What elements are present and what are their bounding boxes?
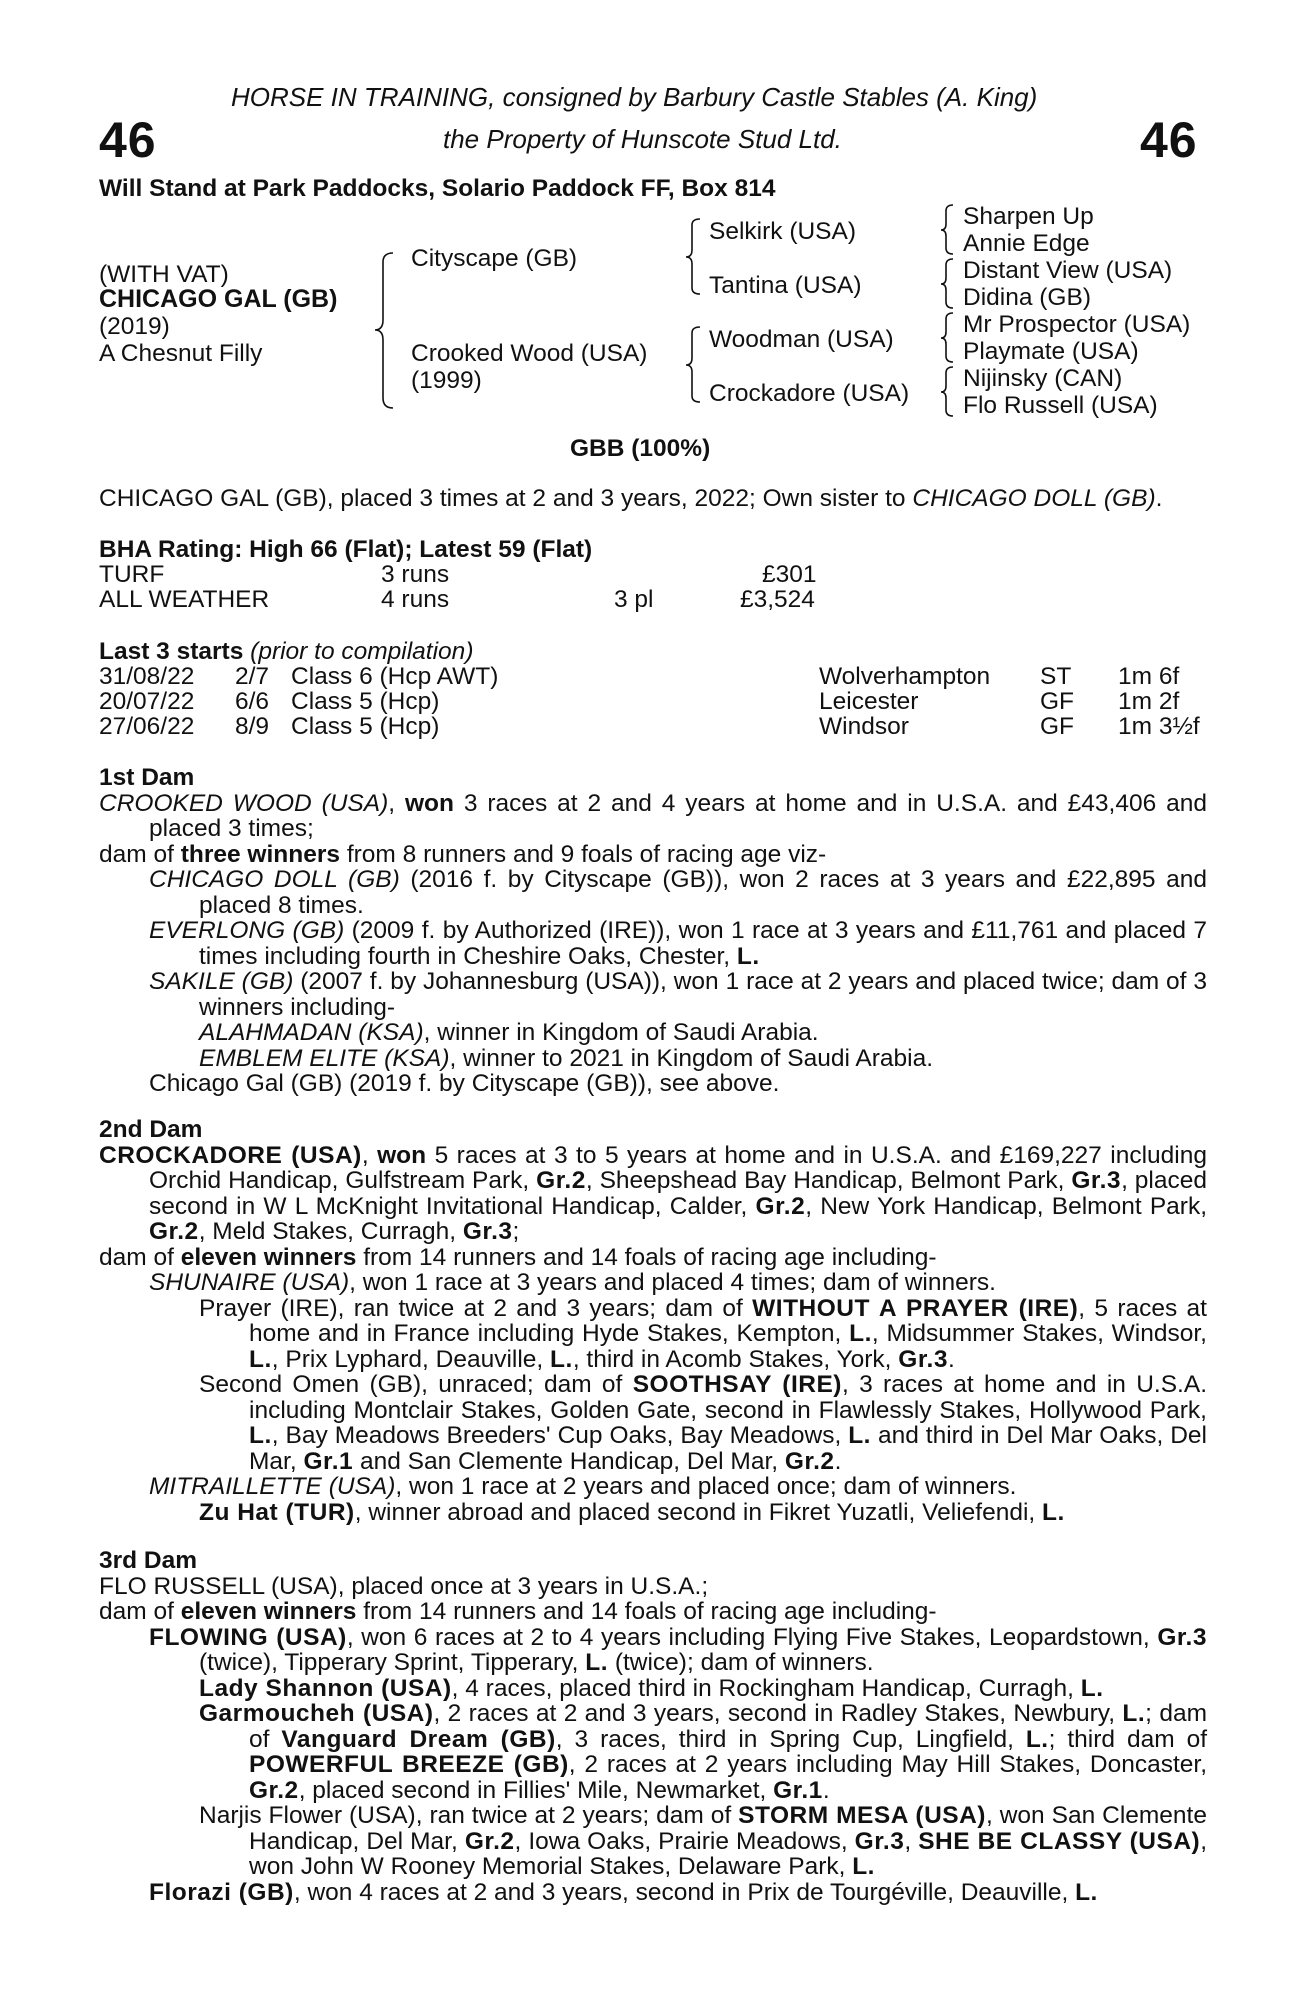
rating-aw-placed: 3 pl bbox=[614, 586, 654, 613]
text: , 5 races at home and in France including Hyde Stakes, Kempton, bbox=[249, 1294, 1207, 1347]
text: , 4 races, placed third in Rockingham Handicap, Curragh, bbox=[451, 1674, 1081, 1702]
horse-description: A Chesnut Filly bbox=[99, 340, 263, 367]
text: dam of bbox=[99, 1598, 181, 1625]
text: , Iowa Oaks, Prairie Meadows, bbox=[514, 1827, 855, 1855]
listed-mark: L. bbox=[550, 1345, 573, 1373]
group-mark: Gr.3 bbox=[854, 1827, 905, 1855]
produce-flowing bbox=[99, 1625, 1207, 1676]
produce-shunaire bbox=[99, 1270, 1207, 1296]
produce-everlong bbox=[99, 918, 1207, 969]
start-row-1-pos: 2/7 bbox=[235, 663, 270, 690]
rating-aw-surface: ALL WEATHER bbox=[99, 586, 270, 613]
brace-sire-dam bbox=[375, 253, 393, 408]
dam-sire: Woodman (USA) bbox=[709, 326, 894, 353]
produce-name: Zu Hat (TUR) bbox=[199, 1498, 355, 1526]
group-mark: Gr.3 bbox=[898, 1345, 948, 1373]
sire: Cityscape (GB) bbox=[411, 245, 578, 272]
third-dam-section bbox=[99, 1548, 1207, 1905]
text: , 3 races at home and in U.S.A. including Montclair Stakes, Golden Gate, second in Flawlessly Stakes, Hollywood Park, bbox=[249, 1371, 1207, 1424]
text: , won San Clemente Handicap, Del Mar, bbox=[249, 1802, 1207, 1855]
text: , won 6 races at 2 to 4 years including Flying Five Stakes, Leopardstown, bbox=[346, 1623, 1158, 1651]
text: Prayer (IRE), ran twice at 2 and 3 years; dam of bbox=[199, 1294, 753, 1322]
text: (twice), Tipperary Sprint, Tipperary, bbox=[199, 1649, 586, 1676]
produce-name: SHUNAIRE (USA) bbox=[149, 1269, 350, 1296]
winners-count: eleven winners bbox=[180, 1243, 357, 1271]
summary-text: CHICAGO GAL (GB), placed 3 times at 2 and 3 years, 2022; Own sister to bbox=[99, 485, 913, 512]
text: , won 4 races at 2 and 3 years, second in Prix de Tourgéville, Deauville, bbox=[293, 1878, 1076, 1906]
won-word: won bbox=[404, 789, 454, 817]
first-dam-record bbox=[99, 791, 1207, 842]
text: , 3 races, third in Spring Cup, Lingfield, bbox=[555, 1725, 1026, 1753]
summary-sister: CHICAGO DOLL (GB) bbox=[912, 485, 1156, 512]
listed-mark: L. bbox=[1042, 1498, 1065, 1526]
stakes-winner: STORM MESA (USA) bbox=[738, 1802, 986, 1829]
ped-sds: Distant View (USA) bbox=[963, 257, 1173, 284]
stakes-winner: WITHOUT A PRAYER (IRE) bbox=[752, 1294, 1079, 1322]
second-dam-produce-intro bbox=[99, 1245, 1207, 1271]
brace-sire bbox=[686, 219, 700, 294]
listed-mark: L. bbox=[736, 942, 760, 970]
text: , placed second in W L McKnight Invitational Handicap, Calder, bbox=[149, 1167, 1207, 1220]
grandproduce-garmoucheh bbox=[99, 1701, 1207, 1803]
produce-record: (2007 f. by Johannesburg (USA)), won 1 race at 2 years and placed twice; dam of 3 winners including- bbox=[199, 968, 1207, 1021]
won-word: won bbox=[377, 1141, 427, 1169]
first-dam-title: 1st Dam bbox=[99, 764, 195, 791]
sep: , bbox=[361, 1141, 378, 1169]
text: , Midsummer Stakes, Windsor, bbox=[871, 1320, 1207, 1347]
text: Second Omen (GB), unraced; dam of bbox=[199, 1371, 633, 1398]
brace-woodman bbox=[941, 313, 953, 362]
summary-end: . bbox=[1155, 485, 1163, 512]
summary-line bbox=[99, 486, 1162, 512]
dam-name: CROOKED WOOD (USA) bbox=[99, 789, 389, 817]
produce-record: , won 1 race at 2 years and placed once; dam of winners. bbox=[395, 1473, 1017, 1500]
second-dam-record bbox=[99, 1143, 1207, 1245]
start-row-3-date: 27/06/22 bbox=[99, 713, 195, 740]
listed-mark: L. bbox=[852, 1853, 875, 1880]
first-dam-produce-intro bbox=[99, 842, 1207, 868]
lot-number-left: 46 bbox=[99, 112, 157, 168]
text: . bbox=[834, 1447, 842, 1475]
text: from 14 runners and 14 foals of racing age including- bbox=[356, 1598, 937, 1625]
group-mark: Gr.3 bbox=[1157, 1623, 1207, 1651]
stakes-winner: SOOTHSAY (IRE) bbox=[632, 1371, 842, 1398]
text: , 2 races at 2 years including May Hill Stakes, Doncaster, bbox=[568, 1751, 1208, 1778]
ped-sss: Sharpen Up bbox=[963, 203, 1094, 230]
produce-chicago-doll bbox=[99, 867, 1207, 918]
breeding-tag: GBB (100%) bbox=[570, 435, 711, 462]
produce-name: MITRAILLETTE (USA) bbox=[149, 1473, 396, 1500]
produce-name: EMBLEM ELITE (KSA) bbox=[199, 1044, 450, 1072]
text: ; bbox=[512, 1218, 520, 1245]
start-row-1-race: Class 6 (Hcp AWT) bbox=[291, 663, 499, 690]
group-mark: Gr.2 bbox=[755, 1192, 806, 1220]
produce-record: (2016 f. by Cityscape (GB)), won 2 races at 3 years and £22,895 and placed 8 times. bbox=[199, 866, 1208, 919]
starts-note: (prior to compilation) bbox=[250, 638, 474, 665]
horse-year: (2019) bbox=[99, 313, 170, 340]
ped-ssd: Annie Edge bbox=[963, 230, 1090, 257]
group-mark: Gr.2 bbox=[149, 1218, 199, 1245]
brace-tantina bbox=[941, 259, 953, 308]
brace-selkirk bbox=[941, 205, 953, 254]
start-row-1-date: 31/08/22 bbox=[99, 663, 195, 690]
text: , third in Acomb Stakes, York, bbox=[572, 1345, 899, 1373]
text: and third in Del Mar Oaks, Del Mar, bbox=[249, 1422, 1207, 1475]
rating-turf-surface: TURF bbox=[99, 561, 165, 588]
text: from 14 runners and 14 foals of racing age including- bbox=[356, 1243, 937, 1271]
horse-name: CHICAGO GAL (GB) bbox=[99, 285, 338, 313]
listed-mark: L. bbox=[848, 1422, 871, 1449]
listed-mark: L. bbox=[849, 1320, 872, 1347]
group-mark: Gr.2 bbox=[249, 1776, 299, 1804]
brace-dam bbox=[686, 327, 700, 402]
produce-name: Garmoucheh (USA) bbox=[199, 1700, 434, 1727]
dam: Crooked Wood (USA) bbox=[411, 340, 648, 367]
text: from 8 runners and 9 foals of racing age viz- bbox=[340, 840, 827, 868]
dam-name: CROCKADORE (USA) bbox=[99, 1141, 362, 1169]
produce-record: , winner abroad and placed second in Fikret Yuzatli, Veliefendi, bbox=[354, 1498, 1043, 1526]
grandproduce-prayer bbox=[99, 1296, 1207, 1373]
text: , Bay Meadows Breeders' Cup Oaks, Bay Meadows, bbox=[271, 1422, 849, 1449]
property-line: the Property of Hunscote Stud Ltd. bbox=[443, 124, 842, 154]
group-mark: Gr.1 bbox=[303, 1447, 354, 1475]
grandproduce-alahmadan bbox=[99, 1020, 1207, 1046]
lot-number-right: 46 bbox=[1140, 112, 1198, 168]
stakes-winner: SHE BE CLASSY (USA) bbox=[918, 1827, 1201, 1855]
group-mark: Gr.3 bbox=[1071, 1167, 1122, 1194]
text: , Sheepshead Bay Handicap, Belmont Park, bbox=[585, 1167, 1072, 1194]
text: . bbox=[947, 1345, 955, 1373]
third-dam-record: FLO RUSSELL (USA), placed once at 3 years in U.S.A.; bbox=[99, 1572, 709, 1600]
winners-count: three winners bbox=[180, 840, 341, 868]
listed-mark: L. bbox=[249, 1422, 272, 1449]
start-row-2-going: GF bbox=[1040, 688, 1075, 715]
produce-sakile bbox=[99, 969, 1207, 1020]
ped-dsd: Playmate (USA) bbox=[963, 338, 1139, 365]
group-mark: Gr.2 bbox=[536, 1167, 586, 1194]
listed-mark: L. bbox=[585, 1649, 609, 1676]
rating-title: BHA Rating: High 66 (Flat); Latest 59 (Flat) bbox=[99, 536, 593, 563]
group-mark: Gr.2 bbox=[464, 1827, 515, 1855]
start-row-3-going: GF bbox=[1040, 713, 1075, 740]
text: 5 races at 3 to 5 years at home and in U.S.A. and £169,227 including Orchid Handicap, Gulfstream Park, bbox=[149, 1141, 1207, 1194]
dam-dam: Crockadore (USA) bbox=[709, 380, 910, 407]
start-row-1-going: ST bbox=[1040, 663, 1072, 690]
text: dam of bbox=[99, 1243, 181, 1271]
listed-mark: L. bbox=[1122, 1700, 1146, 1727]
consignment-line: HORSE IN TRAINING, consigned by Barbury Castle Stables (A. King) bbox=[231, 82, 1038, 112]
listed-mark: L. bbox=[1075, 1878, 1098, 1906]
vat-note: (WITH VAT) bbox=[99, 261, 229, 288]
starts-title: Last 3 starts bbox=[99, 638, 244, 665]
ped-ddd: Flo Russell (USA) bbox=[963, 392, 1158, 419]
start-row-2-dist: 1m 2f bbox=[1118, 688, 1180, 715]
group-mark: Gr.1 bbox=[773, 1776, 823, 1804]
group-mark: Gr.3 bbox=[462, 1218, 513, 1245]
start-row-1-course: Wolverhampton bbox=[819, 663, 991, 690]
winners-count: eleven winners bbox=[180, 1598, 357, 1625]
produce-record: , winner to 2021 in Kingdom of Saudi Arabia. bbox=[449, 1044, 934, 1072]
text: , bbox=[904, 1827, 919, 1855]
third-dam-produce-intro bbox=[99, 1599, 1207, 1625]
listed-mark: L. bbox=[1025, 1725, 1049, 1753]
start-row-3-pos: 8/9 bbox=[235, 713, 270, 740]
produce-name: FLOWING (USA) bbox=[149, 1623, 347, 1651]
start-row-3-dist: 1m 3½f bbox=[1118, 713, 1200, 740]
listed-mark: L. bbox=[249, 1345, 272, 1373]
second-dam-title: 2nd Dam bbox=[99, 1116, 203, 1143]
second-dam-section bbox=[99, 1117, 1207, 1525]
produce-record: (2009 f. by Authorized (IRE)), won 1 race at 3 years and £11,761 and placed 7 times including fourth in Cheshire Oaks, Chester, bbox=[199, 917, 1207, 970]
stand-line: Will Stand at Park Paddocks, Solario Paddock FF, Box 814 bbox=[99, 175, 776, 202]
produce-record: , won 1 race at 3 years and placed 4 times; dam of winners. bbox=[349, 1269, 996, 1296]
ped-dds: Nijinsky (CAN) bbox=[963, 365, 1123, 392]
rating-turf-runs: 3 runs bbox=[381, 561, 450, 588]
text: , won John W Rooney Memorial Stakes, Delaware Park, bbox=[249, 1827, 1207, 1880]
produce-name: CHICAGO DOLL (GB) bbox=[149, 866, 400, 893]
produce-chicago-gal: Chicago Gal (GB) (2019 f. by Cityscape (GB)), see above. bbox=[149, 1070, 780, 1097]
grandproduce-emblem-elite bbox=[99, 1046, 1207, 1072]
rating-turf-prize: £301 bbox=[762, 561, 817, 588]
produce-name: Florazi (GB) bbox=[149, 1878, 294, 1906]
text: . bbox=[822, 1776, 830, 1804]
stakes-winner: POWERFUL BREEZE (GB) bbox=[249, 1751, 569, 1778]
text: (twice); dam of winners. bbox=[608, 1649, 874, 1676]
third-dam-title: 3rd Dam bbox=[99, 1547, 198, 1574]
group-mark: Gr.2 bbox=[784, 1447, 835, 1475]
text: , placed second in Fillies' Mile, Newmarket, bbox=[298, 1776, 774, 1804]
text: , New York Handicap, Belmont Park, bbox=[805, 1192, 1208, 1220]
text: ; third dam of bbox=[1048, 1725, 1207, 1753]
produce-mitraillette bbox=[99, 1474, 1207, 1500]
rating-aw-runs: 4 runs bbox=[381, 586, 450, 613]
produce-name: SAKILE (GB) bbox=[149, 968, 294, 995]
sep: , bbox=[388, 789, 405, 817]
stakes-winner: Vanguard Dream (GB) bbox=[281, 1725, 556, 1753]
first-dam-section bbox=[99, 765, 1207, 1097]
ped-dss: Mr Prospector (USA) bbox=[963, 311, 1191, 338]
produce-name: EVERLONG (GB) bbox=[149, 917, 345, 944]
produce-florazi bbox=[99, 1880, 1207, 1906]
text: ; dam of bbox=[249, 1700, 1207, 1753]
produce-name: ALAHMADAN (KSA) bbox=[199, 1019, 424, 1046]
dam-year: (1999) bbox=[411, 367, 482, 394]
grandproduce-second-omen bbox=[99, 1372, 1207, 1474]
brace-crockadore bbox=[941, 367, 953, 416]
start-row-3-race: Class 5 (Hcp) bbox=[291, 713, 440, 740]
sire-sire: Selkirk (USA) bbox=[709, 218, 857, 245]
sire-dam: Tantina (USA) bbox=[709, 272, 862, 299]
grandproduce-lady-shannon bbox=[99, 1676, 1207, 1702]
rating-aw-prize: £3,524 bbox=[740, 586, 815, 613]
start-row-2-date: 20/07/22 bbox=[99, 688, 195, 715]
grandproduce-zu-hat bbox=[99, 1500, 1207, 1526]
text: and San Clemente Handicap, Del Mar, bbox=[353, 1447, 785, 1475]
text: , 2 races at 2 and 3 years, second in Radley Stakes, Newbury, bbox=[433, 1700, 1123, 1727]
start-row-2-race: Class 5 (Hcp) bbox=[291, 688, 440, 715]
ped-sdd: Didina (GB) bbox=[963, 284, 1091, 311]
grandproduce-narjis-flower bbox=[99, 1803, 1207, 1880]
starts-header bbox=[99, 639, 473, 665]
text: , Meld Stakes, Curragh, bbox=[198, 1218, 463, 1245]
record-text: 3 races at 2 and 4 years at home and in U.S.A. and £43,406 and placed 3 times; bbox=[149, 789, 1207, 842]
text: Narjis Flower (USA), ran twice at 2 years; dam of bbox=[199, 1802, 739, 1829]
produce-record: , winner in Kingdom of Saudi Arabia. bbox=[423, 1019, 819, 1046]
text: dam of bbox=[99, 840, 181, 868]
text: , Prix Lyphard, Deauville, bbox=[271, 1345, 551, 1373]
start-row-2-course: Leicester bbox=[819, 688, 919, 715]
start-row-3-course: Windsor bbox=[819, 713, 909, 740]
start-row-2-pos: 6/6 bbox=[235, 688, 270, 715]
listed-mark: L. bbox=[1080, 1674, 1104, 1702]
start-row-1-dist: 1m 6f bbox=[1118, 663, 1180, 690]
produce-name: Lady Shannon (USA) bbox=[199, 1674, 452, 1702]
